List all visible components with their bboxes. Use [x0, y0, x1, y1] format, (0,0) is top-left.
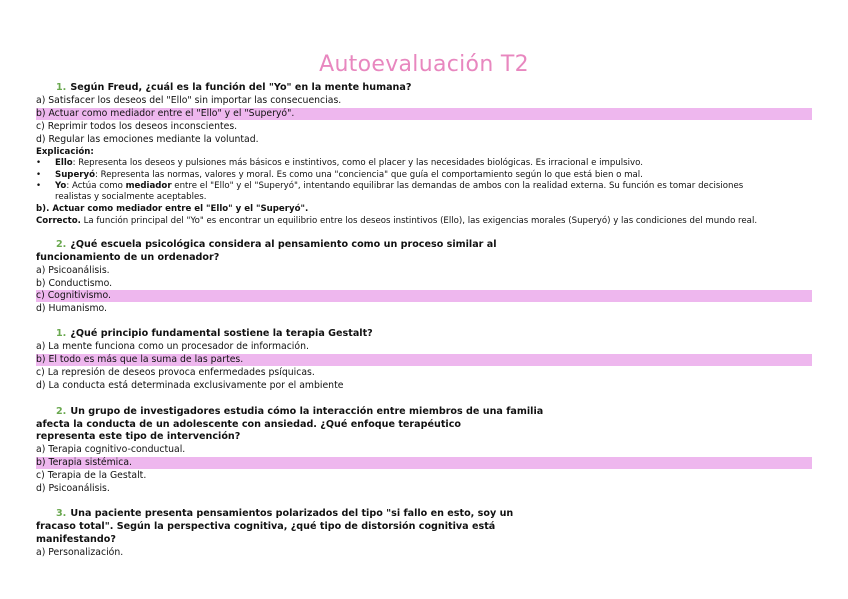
option-a: a) Personalización. — [36, 547, 124, 558]
option-d: d) Humanismo. — [36, 303, 107, 314]
question-number: 2. — [56, 406, 67, 417]
question-4 — [56, 406, 543, 418]
explanation-ello: Ello: Representa los deseos y pulsiones más básicos e instintivos, como el placer y las necesidades biológicas. Es irracional e impulsivo. — [55, 158, 643, 168]
question-2-cont: funcionamiento de un ordenador? — [36, 252, 220, 263]
option-b: b) Terapia sistémica. — [36, 457, 132, 468]
question-number: 2. — [56, 239, 67, 250]
option-c: c) La represión de deseos provoca enfermedades psíquicas. — [36, 367, 315, 378]
bullet-icon: • — [36, 170, 42, 180]
question-5 — [56, 508, 513, 520]
explanation-yo: Yo: Actúa como mediador entre el "Ello" y el "Superyó", intentando equilibrar las demandas de ambos con la realidad externa. Su función es tomar decisiones — [55, 181, 744, 191]
option-c: c) Terapia de la Gestalt. — [36, 470, 147, 481]
option-d: d) Regular las emociones mediante la voluntad. — [36, 134, 259, 145]
question-4-cont2: representa este tipo de intervención? — [36, 431, 241, 442]
option-b: b) El todo es más que la suma de las partes. — [36, 354, 244, 365]
option-c: c) Cognitivismo. — [36, 290, 111, 301]
explanation-yo-cont: realistas y socialmente aceptables. — [55, 192, 207, 202]
question-5-cont: fracaso total". Según la perspectiva cognitiva, ¿qué tipo de distorsión cognitiva está — [36, 521, 496, 532]
bullet-icon: • — [36, 181, 42, 191]
option-a: a) La mente funciona como un procesador de información. — [36, 341, 309, 352]
question-number: 1. — [56, 328, 67, 339]
option-b: b) Conductismo. — [36, 278, 113, 289]
correct-note: Correcto. La función principal del "Yo" es encontrar un equilibrio entre los deseos instintivos (Ello), las exigencias morales (Superyó) y las condiciones del mundo real. — [36, 216, 758, 226]
option-a: a) Psicoanálisis. — [36, 265, 110, 276]
question-text: Una paciente presenta pensamientos polarizados del tipo "si fallo en esto, soy un — [70, 508, 514, 519]
question-4-cont: afecta la conducta de un adolescente con ansiedad. ¿Qué enfoque terapéutico — [36, 419, 461, 430]
correct-highlight — [36, 457, 812, 469]
question-number: 3. — [56, 508, 67, 519]
explanation-superyo: Superyó: Representa las normas, valores y moral. Es como una "conciencia" que guía el comportamiento según lo que está bien o mal. — [55, 170, 643, 180]
correct-highlight — [36, 290, 812, 302]
explanation-label: Explicación: — [36, 147, 94, 157]
option-a: a) Satisfacer los deseos del "Ello" sin importar las consecuencias. — [36, 95, 342, 106]
question-text: Un grupo de investigadores estudia cómo la interacción entre miembros de una familia — [70, 406, 544, 417]
answer: b). Actuar como mediador entre el "Ello" y el "Superyó". — [36, 204, 309, 214]
question-2 — [56, 239, 497, 251]
question-text: ¿Qué principio fundamental sostiene la terapia Gestalt? — [70, 328, 373, 339]
question-5-cont2: manifestando? — [36, 534, 116, 545]
question-text: ¿Qué escuela psicológica considera al pensamiento como un proceso similar al — [70, 239, 497, 250]
option-b: b) Actuar como mediador entre el "Ello" y el "Superyó". — [36, 108, 295, 119]
option-c: c) Reprimir todos los deseos inconscientes. — [36, 121, 238, 132]
option-d: d) La conducta está determinada exclusivamente por el ambiente — [36, 380, 344, 391]
question-3 — [56, 328, 373, 340]
option-d: d) Psicoanálisis. — [36, 483, 110, 494]
question-number: 1. — [56, 82, 67, 93]
page-title: Autoevaluación T2 — [319, 52, 529, 77]
question-text: Según Freud, ¿cuál es la función del "Yo" en la mente humana? — [70, 82, 412, 93]
question-1 — [56, 82, 411, 94]
option-a: a) Terapia cognitivo-conductual. — [36, 444, 186, 455]
bullet-icon: • — [36, 158, 42, 168]
